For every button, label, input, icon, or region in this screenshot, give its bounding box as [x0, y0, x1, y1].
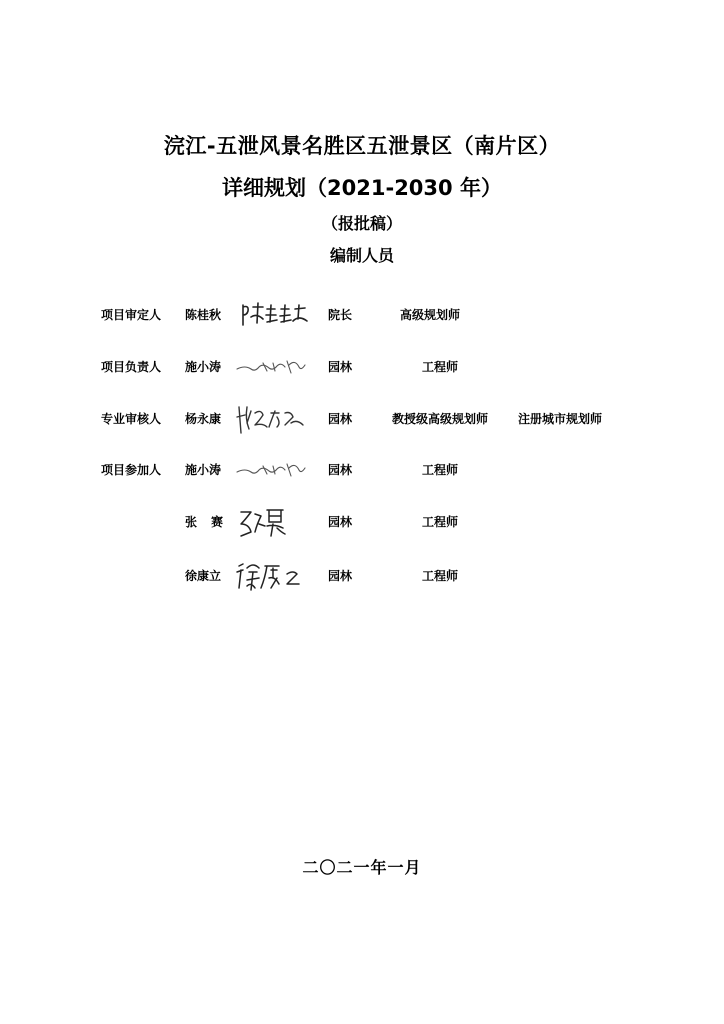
staff-row [0, 355, 724, 379]
staff-role: 项目参加人 [101, 463, 162, 477]
document-title: 浣江-五泄风景名胜区五泄景区（南片区） [163, 134, 561, 158]
staff-title: 工程师 [421, 360, 458, 374]
staff-row [0, 407, 724, 431]
signature-image [233, 347, 311, 385]
staff-department: 园林 [328, 569, 353, 583]
staff-row [0, 303, 724, 327]
staff-name: 陈桂秋 [185, 308, 222, 322]
staff-role: 专业审核人 [101, 412, 162, 426]
staff-name: 施小涛 [185, 463, 222, 477]
staff-name: 徐康立 [185, 569, 222, 583]
signature-image [233, 450, 311, 488]
document-subtitle: （报批稿） [321, 214, 402, 233]
staff-name: 张赛 [185, 515, 238, 529]
staff-name: 杨永康 [185, 412, 222, 426]
staff-row [0, 458, 724, 482]
staff-title: 工程师 [421, 569, 458, 583]
staff-department: 园林 [328, 412, 353, 426]
staff-name: 施小涛 [185, 360, 222, 374]
document-title-line2: 详细规划（2021-2030 年） [222, 176, 502, 200]
document-date: 二〇二一年一月 [302, 858, 422, 877]
staff-row [0, 510, 724, 534]
staff-title: 教授级高级规划师 [391, 412, 488, 426]
staff-title: 高级规划师 [399, 308, 460, 322]
staff-role: 项目负责人 [101, 360, 162, 374]
signature-image [233, 556, 311, 594]
staff-department: 院长 [328, 308, 353, 322]
staff-department: 园林 [328, 463, 353, 477]
signature-image [233, 399, 311, 437]
signature-image [233, 295, 311, 333]
staff-title: 工程师 [421, 463, 458, 477]
section-heading: 编制人员 [329, 246, 394, 265]
staff-row [0, 564, 724, 588]
staff-department: 园林 [328, 360, 353, 374]
staff-title: 工程师 [421, 515, 458, 529]
staff-role: 项目审定人 [101, 308, 162, 322]
signature-image [233, 502, 311, 540]
staff-extra-title: 注册城市规划师 [518, 412, 603, 426]
staff-department: 园林 [328, 515, 353, 529]
